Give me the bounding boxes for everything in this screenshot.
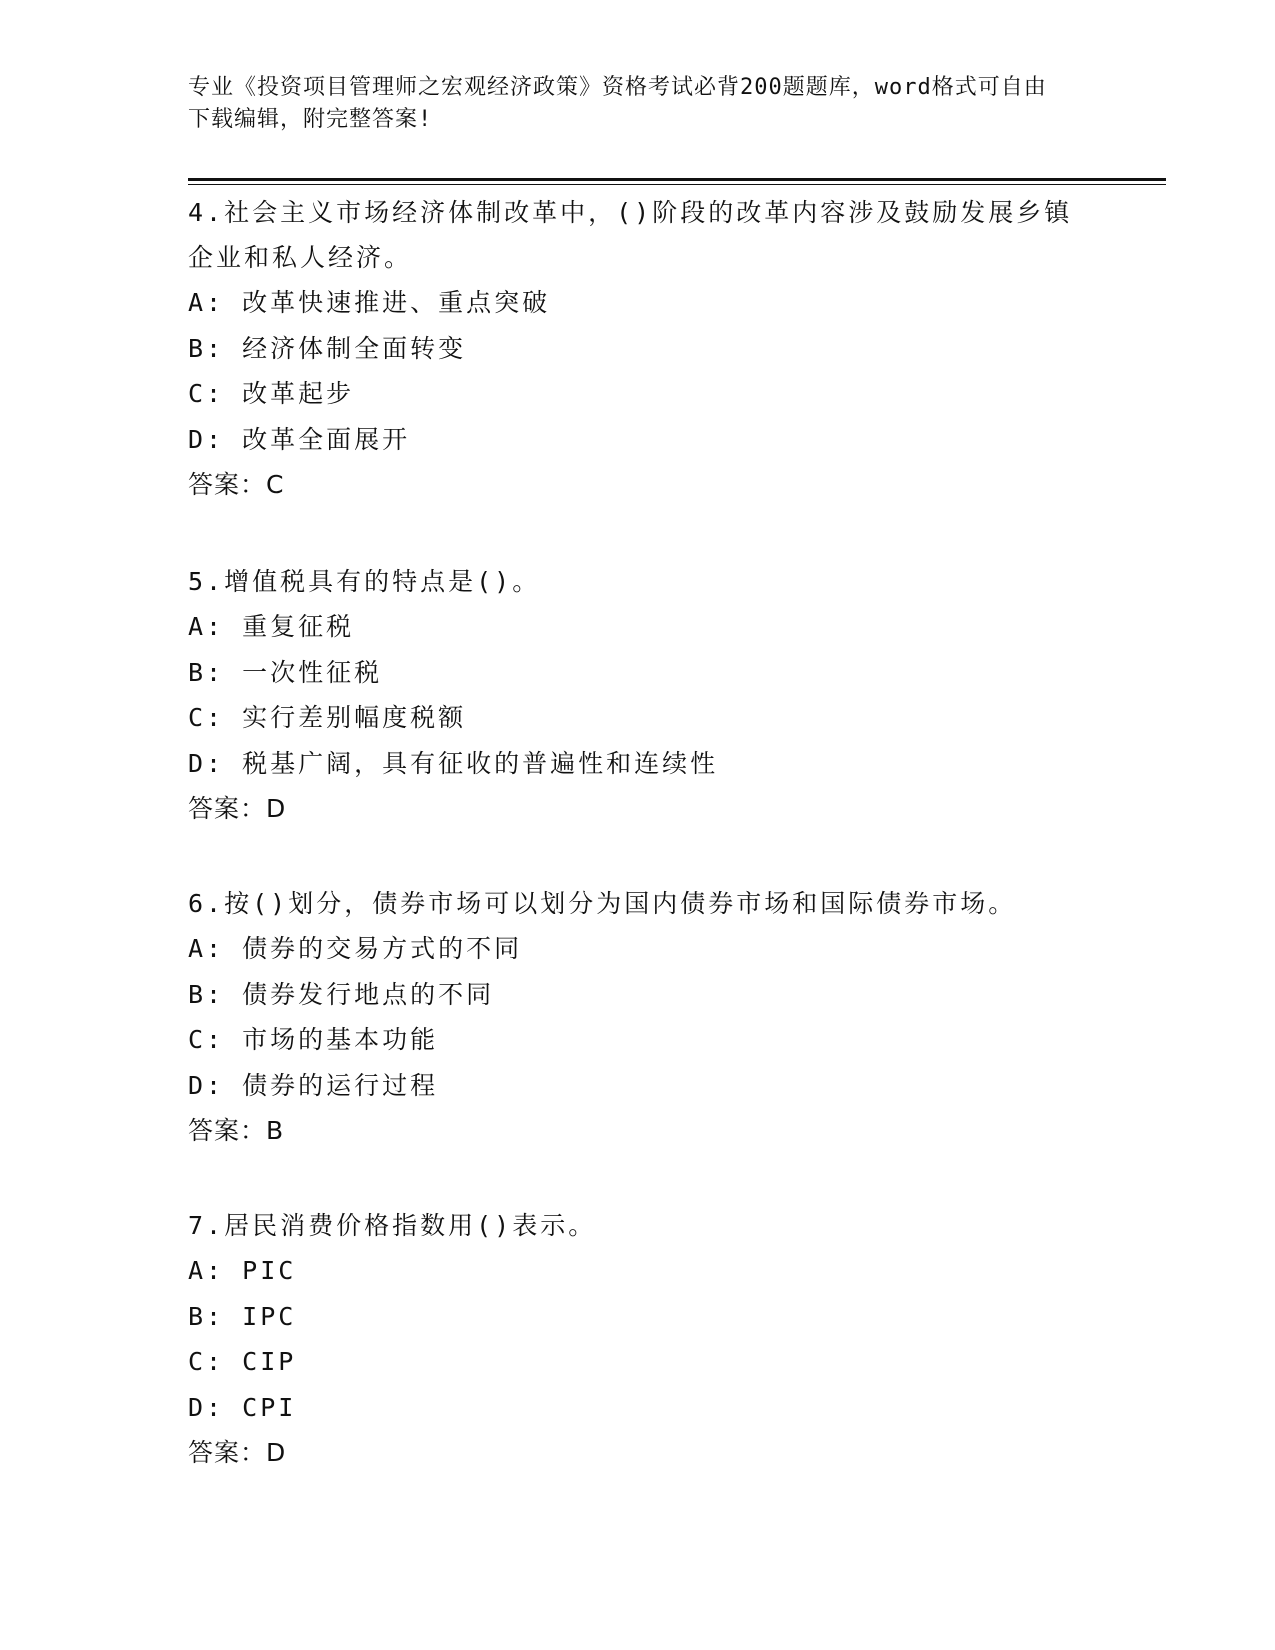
option-a: A: 改革快速推进、重点突破	[188, 288, 551, 317]
option-a: A: PIC	[188, 1256, 297, 1285]
answer: 答案：C	[188, 470, 285, 499]
option-b: B: 一次性征税	[188, 657, 383, 687]
option-d: D: 改革全面展开	[188, 424, 411, 454]
question-6	[188, 881, 1088, 1153]
question-stem: 4.社会主义市场经济体制改革中，()阶段的改革内容涉及鼓励发展乡镇企业和私人经济。	[188, 198, 1073, 272]
option-b: B: IPC	[188, 1301, 297, 1331]
header-divider-thin	[188, 184, 1166, 185]
option-c: C: 市场的基本功能	[188, 1025, 439, 1054]
question-stem: 7.居民消费价格指数用()表示。	[188, 1211, 597, 1240]
option-c: C: 实行差别幅度税额	[188, 703, 467, 732]
option-b: B: 债券发行地点的不同	[188, 979, 495, 1009]
option-c: C: 改革起步	[188, 379, 355, 408]
option-d: D: 税基广阔，具有征收的普遍性和连续性	[188, 748, 719, 778]
answer: 答案：D	[188, 794, 287, 823]
answer: 答案：B	[188, 1116, 285, 1145]
answer: 答案：D	[188, 1438, 287, 1467]
question-7	[188, 1203, 1088, 1475]
question-stem: 5.增值税具有的特点是()。	[188, 567, 541, 596]
question-4	[188, 190, 1088, 507]
option-d: D: 债券的运行过程	[188, 1070, 439, 1100]
option-b: B: 经济体制全面转变	[188, 333, 467, 363]
question-stem: 6.按()划分，债券市场可以划分为国内债券市场和国际债券市场。	[188, 889, 1017, 918]
header-divider-thick	[188, 178, 1166, 181]
option-a: A: 重复征税	[188, 612, 355, 641]
option-d: D: CPI	[188, 1392, 297, 1422]
question-5	[188, 559, 1088, 831]
option-c: C: CIP	[188, 1347, 297, 1376]
option-a: A: 债券的交易方式的不同	[188, 934, 523, 963]
document-header: 专业《投资项目管理师之宏观经济政策》资格考试必背200题题库，word格式可自由下载编辑，附完整答案!	[188, 75, 1047, 132]
